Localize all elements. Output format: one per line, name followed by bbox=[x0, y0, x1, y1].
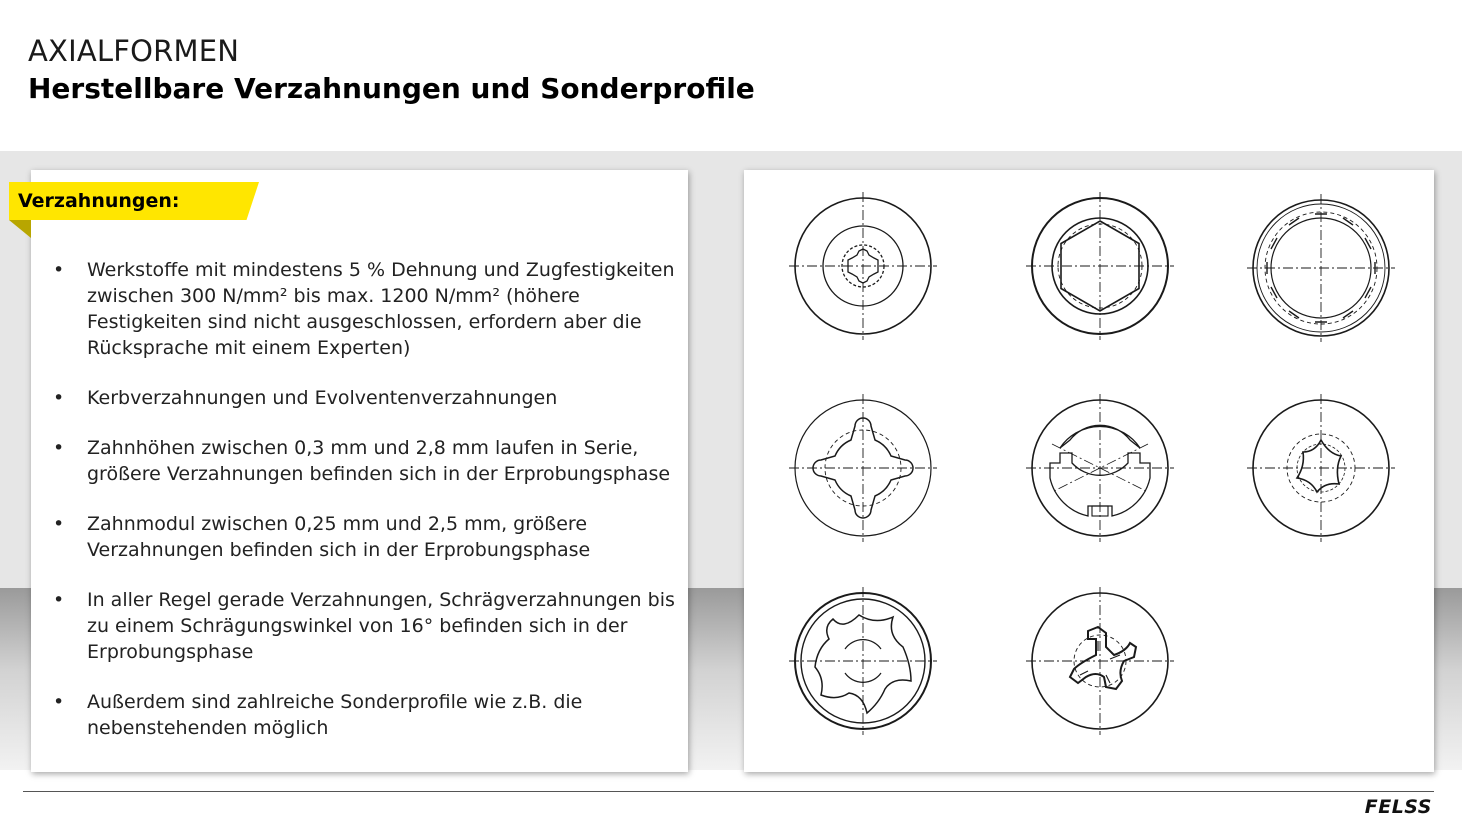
bullet-icon: • bbox=[53, 513, 65, 535]
tag-fold bbox=[9, 220, 31, 238]
internal-spline-profile-icon bbox=[1247, 194, 1395, 342]
felss-logo: FELSS bbox=[1364, 796, 1432, 818]
profiles-drawing bbox=[744, 170, 1434, 772]
bullet-text: Kerbverzahnungen und Evolventenverzahnungen bbox=[87, 387, 558, 409]
section-kicker: AXIALFORMEN bbox=[28, 34, 240, 68]
bullet-icon: • bbox=[53, 691, 65, 713]
list-item bbox=[53, 385, 683, 411]
five-point-star-profile-icon bbox=[1247, 394, 1395, 542]
bullet-icon: • bbox=[53, 437, 65, 459]
bullet-icon: • bbox=[53, 589, 65, 611]
trefoil-profile-icon bbox=[1026, 587, 1174, 735]
bullet-icon: • bbox=[53, 259, 65, 281]
profiles-image-card bbox=[744, 170, 1434, 772]
bullet-text: In aller Regel gerade Verzahnungen, Schrägverzahnungen bis zu einem Schrägungswinkel von 16° befinden sich in der Erprobungsphase bbox=[87, 589, 675, 663]
hexagon-profile-icon bbox=[1026, 192, 1174, 340]
bullet-text: Werkstoffe mit mindestens 5 % Dehnung und Zugfestigkeiten zwischen 300 N/mm² bis max. 1200 N/mm² (höhere Festigkeiten sind nicht ausgeschlossen, erfordern aber die Rücksprache mit einem Experten) bbox=[87, 259, 675, 359]
list-item bbox=[53, 257, 683, 361]
slotted-ring-profile-icon bbox=[1026, 394, 1174, 542]
serration-small-profile-icon bbox=[789, 192, 937, 340]
bullet-text: Zahnhöhen zwischen 0,3 mm und 2,8 mm laufen in Serie, größere Verzahnungen befinden sich in der Erprobungsphase bbox=[87, 437, 671, 485]
list-item bbox=[53, 689, 683, 741]
list-item bbox=[53, 435, 683, 487]
three-claw-profile-icon bbox=[789, 587, 937, 735]
list-item bbox=[53, 587, 683, 665]
section-tag-label: Verzahnungen: bbox=[18, 190, 180, 212]
four-lobe-profile-icon bbox=[789, 394, 937, 542]
bullet-icon: • bbox=[53, 387, 65, 409]
bullet-text: Zahnmodul zwischen 0,25 mm und 2,5 mm, größere Verzahnungen befinden sich in der Erprobungsphase bbox=[87, 513, 591, 561]
bullet-text: Außerdem sind zahlreiche Sonderprofile wie z.B. die nebenstehenden möglich bbox=[87, 691, 583, 739]
list-item bbox=[53, 511, 683, 563]
bullet-list bbox=[53, 257, 683, 765]
footer-divider bbox=[23, 791, 1434, 792]
page-title: Herstellbare Verzahnungen und Sonderprofile bbox=[28, 72, 755, 105]
